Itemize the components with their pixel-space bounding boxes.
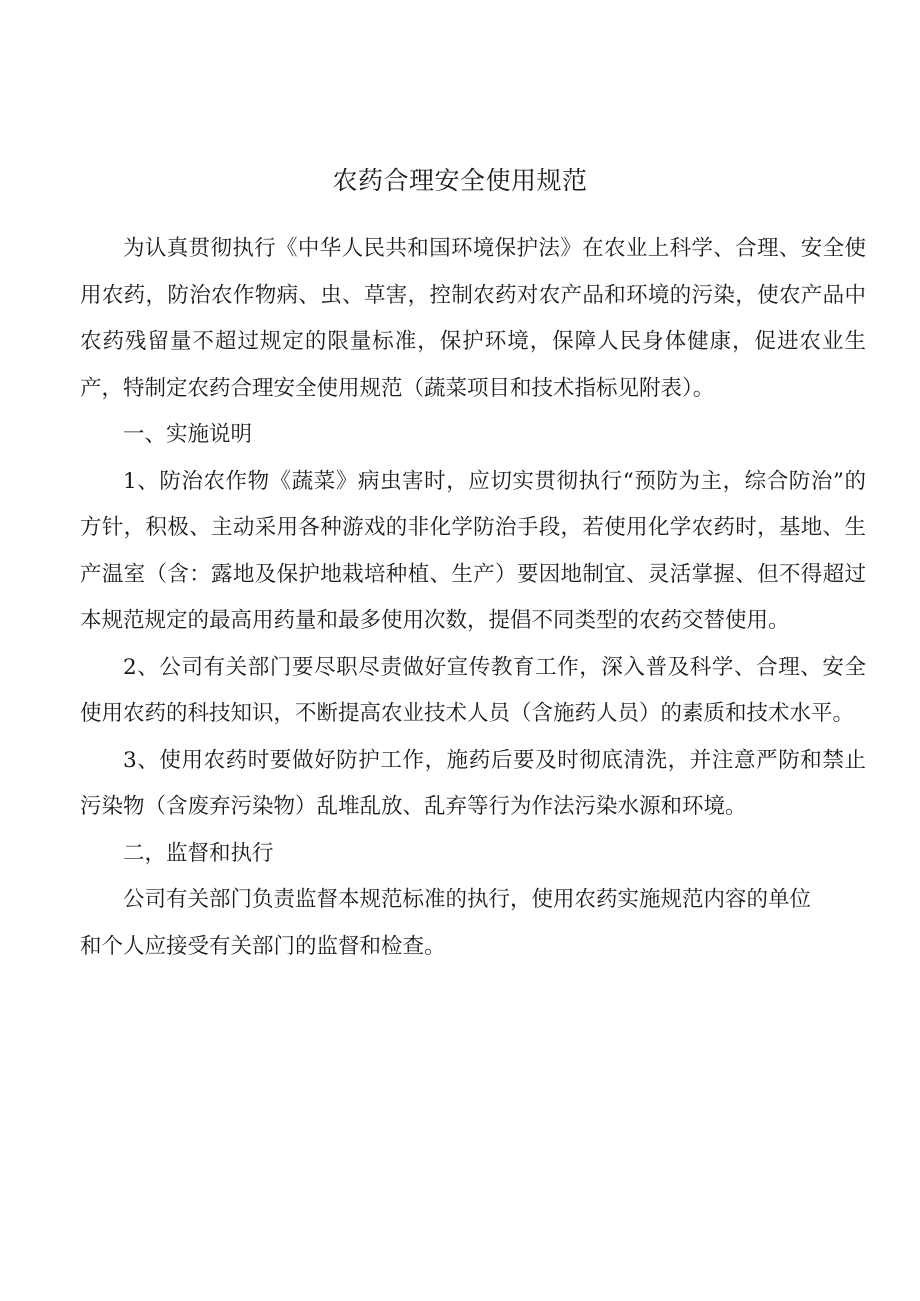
supervision-paragraph-line-2: 和个人应接受有关部门的监督和检查。 xyxy=(80,933,446,959)
item-paragraph-1: 1、防治农作物《蔬菜》病虫害时，应切实贯彻执行“预防为主，综合防治”的方针，积极、主动采用各种游戏的非化学防治手段，若使用化学农药时，基地、生产温室（含：露地及保护地栽培种植、生产）要因地制宜、灵活掌握、但不得超过本规范规定的最高用药量和最多使用次数，提倡不同类型的农药交替使用。 xyxy=(80,468,866,633)
supervision-paragraph-line-1: 公司有关部门负责监督本规范标准的执行，使用农药实施规范内容的单位 xyxy=(123,887,812,912)
section-heading-implementation: 一、实施说明 xyxy=(123,422,253,447)
item-paragraph-2: 2、公司有关部门要尽职尽责做好宣传教育工作，深入普及科学、合理、安全使用农药的科技知识，不断提高农业技术人员（含施药人员）的素质和技术水平。 xyxy=(80,654,866,726)
section-heading-supervision: 二，监督和执行 xyxy=(123,840,274,866)
intro-paragraph: 为认真贯彻执行《中华人民共和国环境保护法》在农业上科学、合理、安全使用农药，防治农作物病、虫、草害，控制农药对农产品和环境的污染，使农产品中农药残留量不超过规定的限量标准，保护环境，保障人民身体健康，促进农业生产，特制定农药合理安全使用规范（蔬菜项目和技术指标见附表）。 xyxy=(80,236,866,401)
document-body xyxy=(80,226,866,970)
document-title: 农药合理安全使用规范 xyxy=(332,166,588,195)
item-paragraph-3: 3、使用农药时要做好防护工作，施药后要及时彻底清洗，并注意严防和禁止污染物（含废弃污染物）乱堆乱放、乱弃等行为作法污染水源和环境。 xyxy=(80,747,866,819)
